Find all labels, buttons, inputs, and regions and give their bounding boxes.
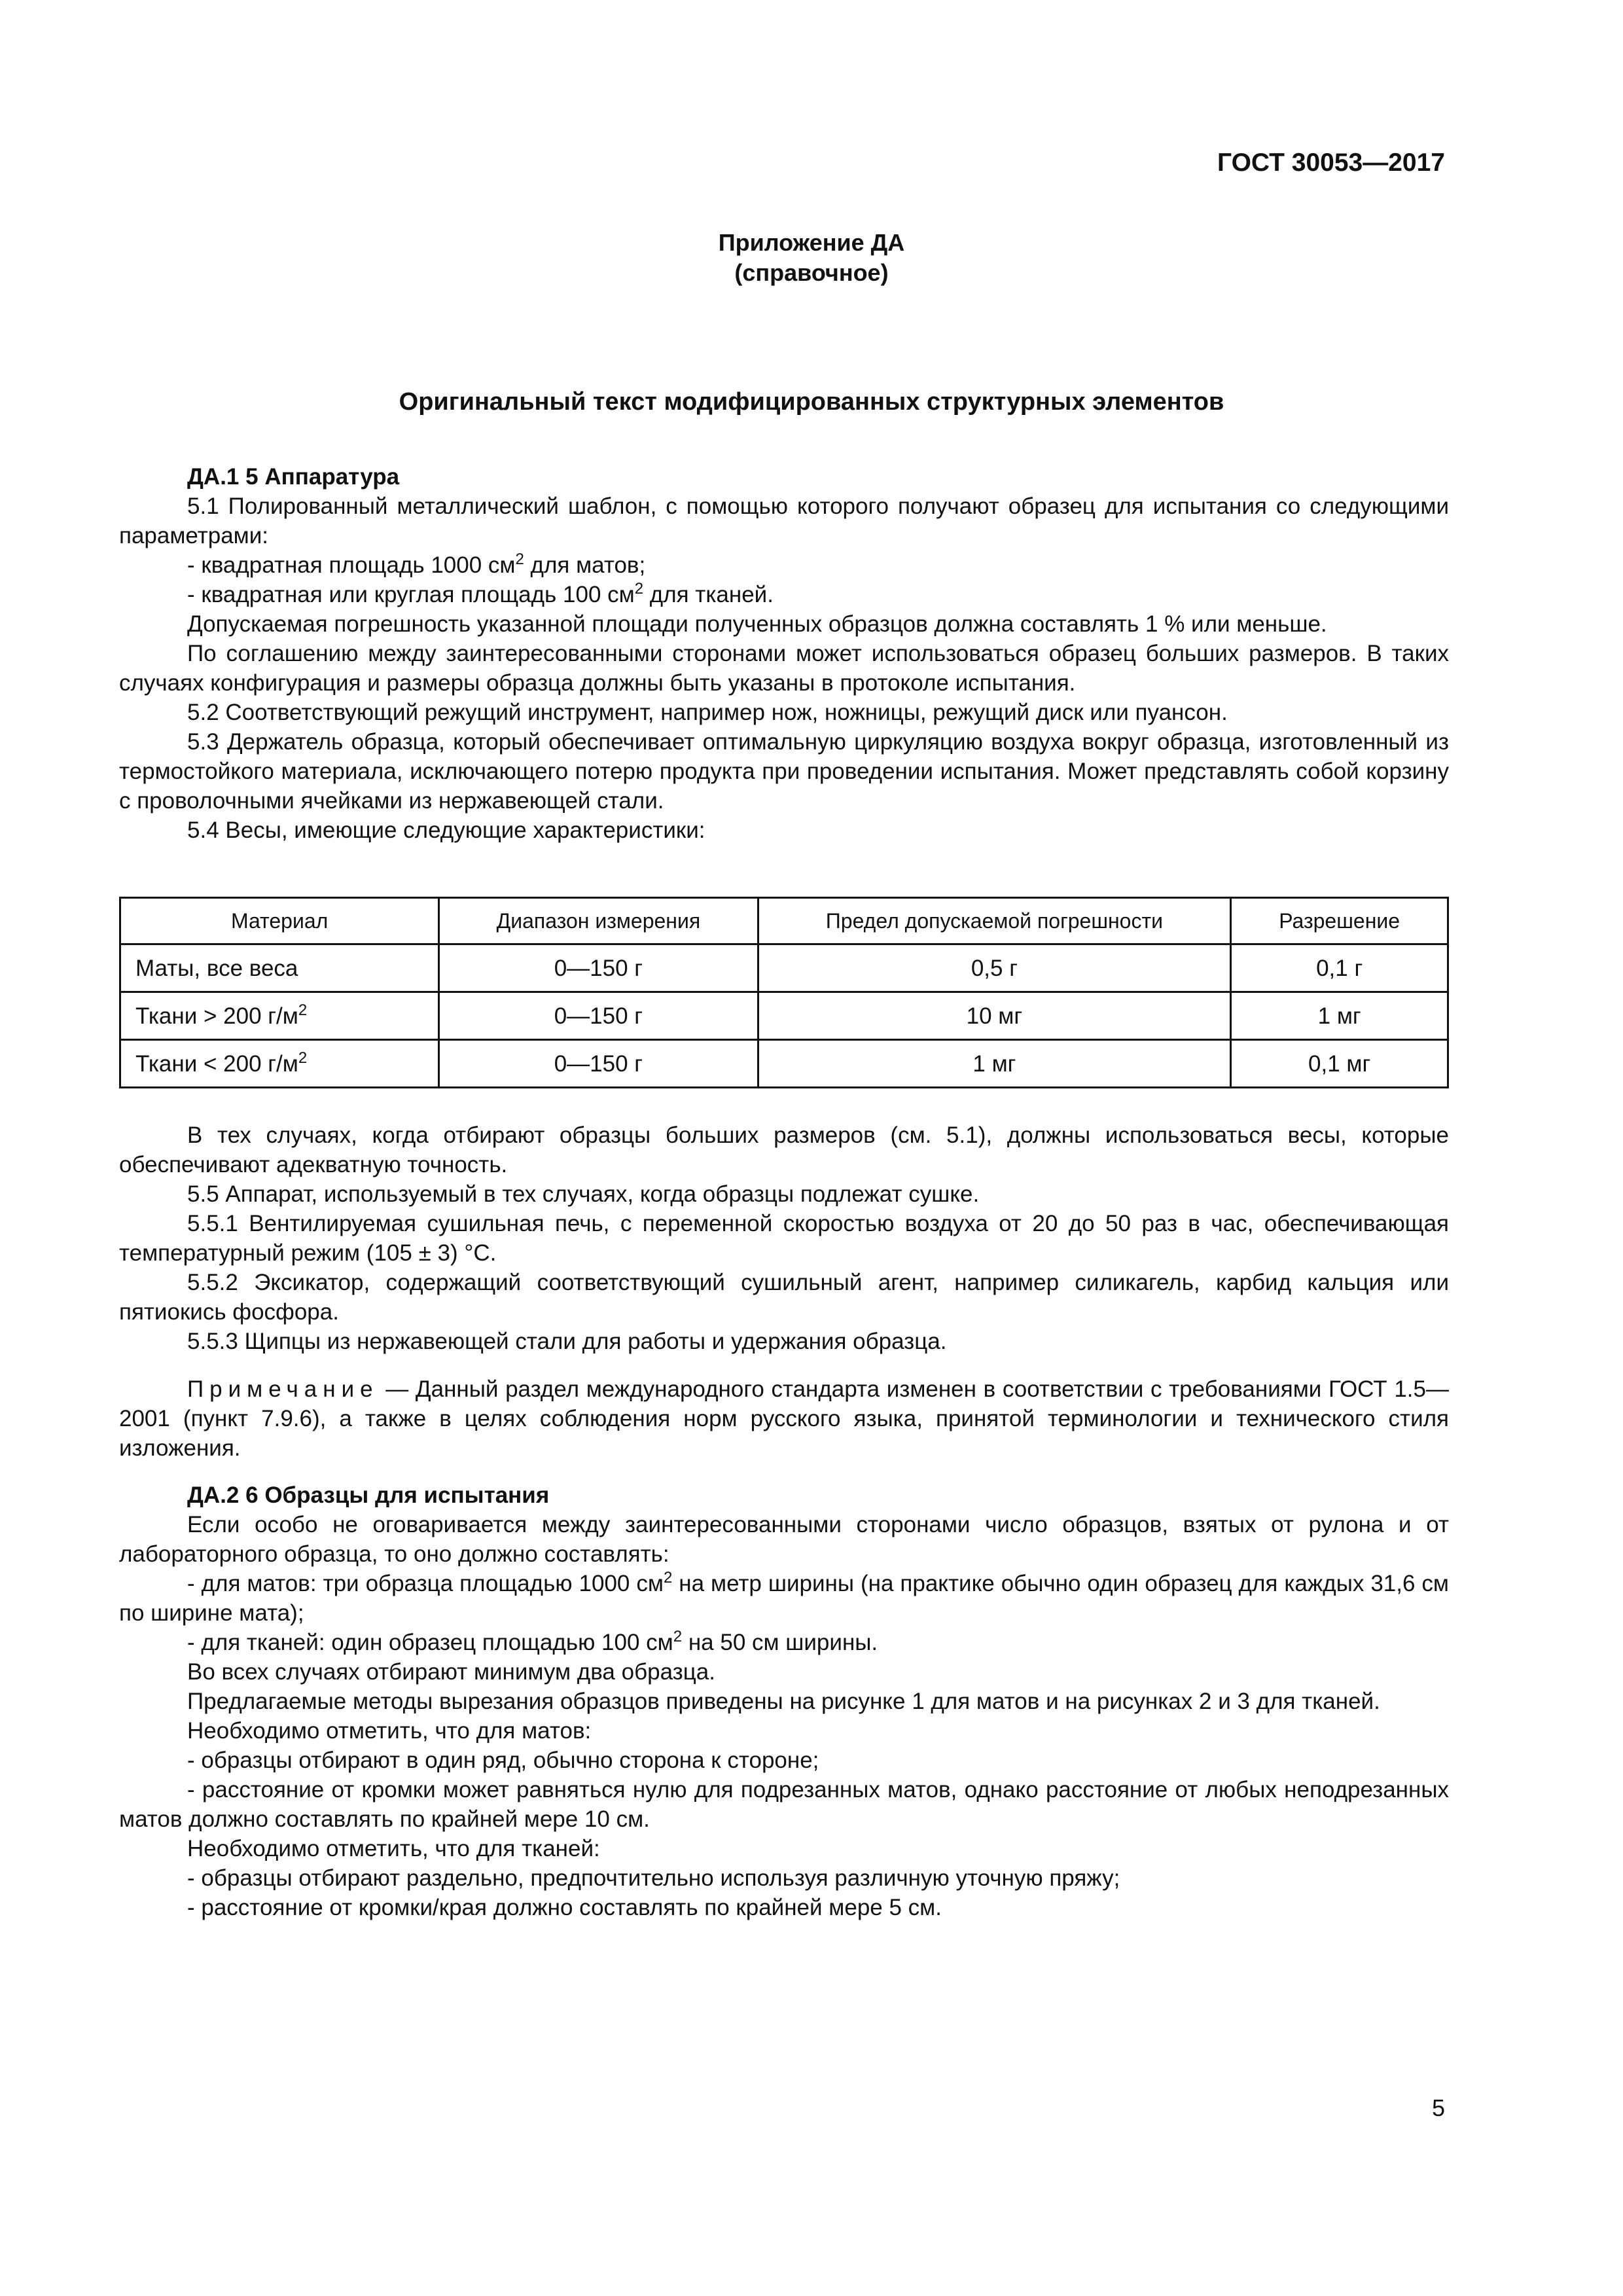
paragraph: В тех случаях, когда отбирают образцы больших размеров (см. 5.1), должны использоваться весы, которые обеспечивают адекватную точность. [119,1122,1449,1177]
list-item: - расстояние от кромки может равняться нулю для подрезанных матов, однако расстояние от любых неподрезанных матов должно составлять по крайней мере 10 см. [119,1777,1449,1832]
column-header: Материал [120,898,439,944]
note-label: Примечание [187,1376,379,1402]
table-cell: Ткани < 200 $г/м^2$ [120,1040,439,1088]
page-number: 5 [1431,2094,1445,2121]
list-item: - для тканей: один образец площадью 100 $см^2$ на 50 см ширины. [187,1628,878,1655]
table-row [120,944,1448,992]
paragraph: Необходимо отметить, что для матов: [187,1718,592,1744]
appendix-label: Приложение ДА [718,229,905,256]
scales-table [119,897,1449,1088]
table-cell: Ткани > 200 $г/м^2$ [120,992,439,1040]
appendix-heading [0,228,1623,288]
section-heading: ДА.2 6 Образцы для испытания [187,1482,550,1508]
note-paragraph [119,1374,1449,1463]
column-header: Предел допускаемой погрешности [758,898,1231,944]
table-row [120,1040,1448,1088]
paragraph: 5.4 Весы, имеющие следующие характеристики: [187,817,705,843]
paragraph: 5.5 Аппарат, используемый в тех случаях, когда образцы подлежат сушке. [187,1181,980,1207]
list-item: - образцы отбирают в один ряд, обычно сторона к стороне; [187,1748,819,1773]
table-cell: 1 мг [758,1040,1231,1088]
section-heading: ДА.1 5 Аппаратура [187,464,400,490]
table-cell: Маты, все веса [120,944,439,992]
table-cell: 0—150 г [439,944,758,992]
section-specimens [119,1480,1449,1922]
table-cell: 10 мг [758,992,1231,1040]
list-item: - квадратная площадь 1000 $см^2$ для матов; [187,550,646,578]
list-item: - для матов: три образца площадью 1000 $см^2$ на метр ширины (на практике обычно один образец для каждых 31,6 см по ширине мата); [119,1569,1449,1626]
paragraph: Предлагаемые методы вырезания образцов приведены на рисунке 1 для матов и на рисунках 2 и 3 для тканей. [187,1689,1380,1714]
table-cell: 0,1 г [1231,944,1448,992]
paragraph: Допускаемая погрешность указанной площади полученных образцов должна составлять 1 % или меньше. [187,611,1327,637]
paragraph: 5.2 Соответствующий режущий инструмент, например нож, ножницы, режущий диск или пуансон. [187,700,1228,725]
paragraph: 5.5.1 Вентилируемая сушильная печь, с переменной скоростью воздуха от 20 до 50 раз в час, обеспечивающая температурный режим (105 ± 3) °С. [119,1211,1449,1266]
section-apparatus [119,462,1449,845]
table-header-row [120,898,1448,944]
note-text: — Данный раздел международного стандарта изменен в соответствии с требованиями ГОСТ 1.5—2001 (пункт 7.9.6), а также в целях соблюдения норм русского языка, принятой терминологии и технического стиля изложения. [119,1376,1449,1461]
table-cell: 0—150 г [439,1040,758,1088]
paragraph: 5.5.2 Эксикатор, содержащий соответствующий сушильный агент, например силикагель, карбид кальция или пятиокись фосфора. [119,1270,1449,1325]
paragraph: Если особо не оговаривается между заинтересованными сторонами число образцов, взятых от рулона и от лабораторного образца, то оно должно составлять: [119,1512,1449,1567]
table-row [120,992,1448,1040]
paragraph: Во всех случаях отбирают минимум два образца. [187,1659,715,1685]
note [119,1374,1449,1463]
paragraph: 5.5.3 Щипцы из нержавеющей стали для работы и удержания образца. [187,1329,947,1354]
column-header: Разрешение [1231,898,1448,944]
table-cell: 0,1 мг [1231,1040,1448,1088]
after-table-text [119,1121,1449,1356]
table-cell: 0,5 г [758,944,1231,992]
list-item: - расстояние от кромки/края должно составлять по крайней мере 5 см. [187,1895,942,1920]
paragraph: 5.3 Держатель образца, который обеспечивает оптимальную циркуляцию воздуха вокруг образца, изготовленный из термостойкого материала, исключающего потерю продукта при проведении испытания. Может представлять собой корзину с проволочными ячейками из нержавеющей стали. [119,729,1449,814]
paragraph: 5.1 Полированный металлический шаблон, с помощью которого получают образец для испытания со следующими параметрами: [119,493,1449,548]
table-cell: 0—150 г [439,992,758,1040]
appendix-type: (справочное) [734,259,889,286]
paragraph: Необходимо отметить, что для тканей: [187,1836,600,1861]
list-item: - квадратная или круглая площадь 100 $см^2$ для тканей. [187,580,774,607]
list-item: - образцы отбирают раздельно, предпочтительно используя различную уточную пряжу; [187,1865,1120,1891]
table-cell: 1 мг [1231,992,1448,1040]
document-number: ГОСТ 30053—2017 [1217,149,1445,177]
column-header: Диапазон измерения [439,898,758,944]
paragraph: По соглашению между заинтересованными сторонами может использоваться образец больших размеров. В таких случаях конфигурация и размеры образца должны быть указаны в протоколе испытания. [119,641,1449,696]
appendix-title: Оригинальный текст модифицированных структурных элементов [399,388,1224,416]
